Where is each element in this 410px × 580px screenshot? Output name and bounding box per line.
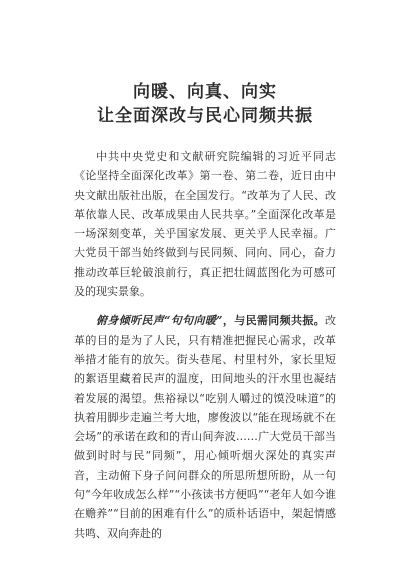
paragraph-2-body: 改革的目的是为了人民，只有精准把握民心需求，改革举措才能有的放矢。街头巷尾、村里村外，家长里短的絮语里藏着民声的温度，田间地头的汗水里也凝结着发展的渴望。焦裕禄以“吃别人嚼过的馍没味道”的执着用脚步走遍兰考大地，廖俊波以“能在现场就不在会场”的承诺在政和的青山间奔波……广大党员干部当做到时时与民“同频”，用心倾听烟火深处的真实声音，主动俯下身子问问群众的所思所想所盼，从一句句“今年收成怎么样”“小孩读书方便吗”“老年人如今谁在赡养”“目前的困难有什么”的质朴话语中，架起情感共鸣、双向奔赴的: [74, 314, 337, 540]
paragraph-2-lead-b: ，与民需同频共振。: [222, 314, 326, 328]
paragraph-2-lead-a: 俯身倾听民声“句句向暖”: [96, 314, 223, 328]
paragraph-1: 中共中央党史和文献研究院编辑的习近平同志《论坚持全面深化改革》第一卷、第二卷，近日由中央文献出版社出版，在全国发行。“改革为了人民、改革依靠人民、改革成果由人民共享。”全面深化改革是一场深刻变革，关乎国家发展、更关乎人民幸福。广大党员干部当始终做到与民同频、同向、同心，奋力推动改革巨轮破浪前行，真正把壮阔蓝图化为可感可及的现实景象。: [74, 150, 336, 299]
article-body: [74, 147, 336, 549]
title-line-2: 让全面深改与民心同频共振: [97, 106, 313, 126]
article-title: [0, 80, 410, 128]
title-line-1: 向暖、向真、向实: [133, 82, 277, 102]
paragraph-2-lead: [96, 314, 325, 327]
paragraph-2: [74, 311, 336, 543]
